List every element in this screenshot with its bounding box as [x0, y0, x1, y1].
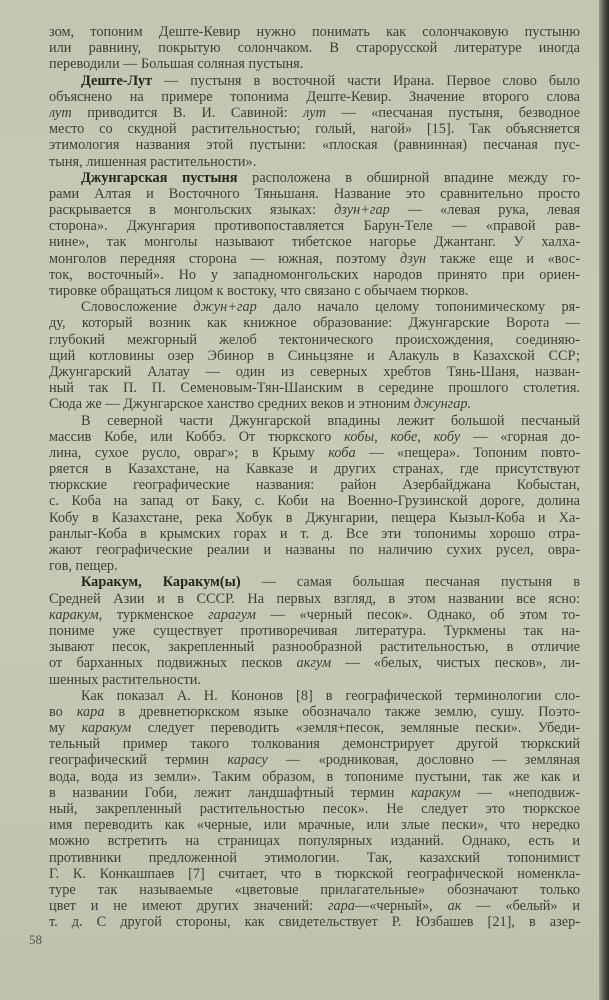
- text-line: [49, 137, 580, 153]
- text-run: — самая большая песчаная пустыня в: [240, 574, 580, 591]
- text-line: [49, 413, 580, 429]
- italic-term: ак: [447, 898, 462, 915]
- text-line: [49, 801, 580, 817]
- text-line: [49, 24, 580, 40]
- text-run: нине», так монголы называют тибетское нагорье Джантанг. У халха-: [49, 234, 580, 251]
- text-run: щий котловины озер Эбинор в Синьцзяне и Алакуль в Казахской ССР;: [49, 347, 580, 364]
- italic-term: коба: [328, 444, 356, 461]
- text-line: [49, 510, 580, 526]
- text-line: [49, 493, 580, 509]
- text-line: [49, 720, 580, 736]
- text-run: — «пещера». Топоним повто-: [355, 444, 580, 461]
- text-line: [49, 251, 580, 267]
- text-line: [49, 267, 580, 283]
- italic-term: джун+гар: [193, 299, 257, 316]
- italic-term: гарагум: [208, 606, 256, 623]
- text-line: [49, 186, 580, 202]
- text-line: [49, 574, 580, 590]
- text-line: [49, 170, 580, 186]
- italic-term: каракум: [81, 720, 132, 737]
- paragraph: [49, 574, 580, 687]
- text-run: вода, вода из земли». Таким образом, в топониме пустыни, так же как и: [49, 768, 580, 785]
- text-line: [49, 348, 580, 364]
- text-run: жают географические реалии и названы по наличию сухих русел, овра-: [49, 542, 580, 558]
- text-line: [49, 704, 580, 720]
- text-line: [49, 850, 580, 866]
- text-line: [49, 688, 580, 704]
- text-run: ранлыг-Коба в крымских горах и т. д. Все эти топонимы хорошо отра-: [49, 525, 580, 542]
- text-line: [49, 315, 580, 331]
- text-line: [49, 56, 580, 72]
- bold-term: Деште-Лут: [81, 72, 153, 89]
- text-line: [49, 833, 580, 849]
- text-line: [49, 639, 580, 655]
- book-spine-shadow: [599, 0, 609, 1000]
- italic-term: карасу: [227, 752, 268, 769]
- text-line: [49, 914, 580, 930]
- text-run: — «белых, чистых песков», ли-: [331, 655, 580, 672]
- text-run: от барханных подвижных песков: [49, 655, 297, 672]
- text-line: [49, 73, 580, 89]
- text-run: туре так называемые «цветовые прилагательные» обозначают только: [49, 881, 580, 898]
- paragraph: [49, 413, 580, 575]
- italic-term: акгум: [296, 655, 332, 672]
- text-run: пониме уже существует противоречивая литература. Туркмены так на-: [49, 622, 580, 639]
- italic-term: гара: [327, 898, 355, 915]
- text-run: Словосложение: [81, 299, 194, 316]
- text-run: — пустыня в восточной части Ирана. Первое слово было: [152, 72, 580, 89]
- text-run: имя переводить как «черные, или мрачные, или злые пески», что нередко: [49, 817, 580, 834]
- text-line: [49, 40, 580, 56]
- text-run: место со скудной растительностью; голый, нагой» [15]. Так объясняется: [49, 121, 580, 138]
- text-run: Джунгарский Алатау — один из северных хребтов Тянь-Шаня, назван-: [49, 363, 580, 380]
- text-run: географический термин: [49, 752, 228, 769]
- text-line: [49, 218, 580, 234]
- text-run: в названии Гоби, лежит ландшафтный термин: [49, 784, 411, 801]
- text-run: Г. К. Конкашпаев [7] считает, что в тюркской географической номенкла-: [49, 865, 580, 882]
- text-line: [49, 234, 580, 250]
- text-line: [49, 202, 580, 218]
- text-run: можно встретить на страницах популярных изданий. Однако, есть и: [49, 833, 580, 850]
- text-run: рами Алтая и Восточного Тяньшаня. Название это сравнительно просто: [49, 185, 580, 202]
- text-line: [49, 364, 580, 380]
- text-run: приводится В. И. Савиной:: [71, 104, 304, 121]
- page-text: [49, 24, 580, 931]
- text-run: дало начало целому топонимическому ря-: [256, 299, 580, 316]
- text-line: [49, 477, 580, 493]
- italic-term: лут: [49, 104, 72, 121]
- paragraph: [49, 170, 580, 300]
- text-run: противники предложенной этимологии. Так, казахский топонимист: [49, 849, 580, 866]
- text-run: переводили — Большая соляная пустыня.: [49, 56, 304, 73]
- bold-term: Каракум, Каракум(ы): [81, 574, 241, 591]
- text-run: ряется в Казахстане, на Кавказе и других странах, где присутствуют: [49, 461, 580, 478]
- text-run: зывают песок, закрепленный разнообразной растительностью, в отличие: [49, 639, 580, 656]
- text-run: т. д. С другой стороны, как свидетельствует Р. Юзбашев [21], в азер-: [49, 914, 580, 931]
- text-run: монголов передняя сторона — южная, поэтому: [49, 250, 400, 267]
- italic-term: лут: [303, 104, 326, 121]
- text-run: цвет и не имеют других значений:: [49, 898, 328, 915]
- text-run: гов, пещер.: [49, 558, 118, 575]
- text-line: [49, 154, 580, 170]
- text-line: [49, 283, 580, 299]
- text-run: ток, восточный». Но у западномонгольских народов принято при ориен-: [49, 266, 580, 283]
- text-line: [49, 396, 580, 412]
- text-line: [49, 89, 580, 105]
- text-run: также еще и «вос-: [426, 250, 580, 267]
- text-line: [49, 623, 580, 639]
- text-run: шенных растительности.: [49, 671, 201, 688]
- text-run: расположена в обширной впадине между го-: [237, 169, 580, 186]
- text-line: [49, 769, 580, 785]
- text-run: ный, закрепленный растительностью песок». Не следует это тюркское: [49, 801, 580, 817]
- text-line: [49, 785, 580, 801]
- text-run: следует переводить «земля+песок, земляные пески». Убеди-: [131, 720, 580, 737]
- text-run: — «неподвиж-: [460, 784, 580, 801]
- text-run: — «песчаная пустыня, безводное: [325, 104, 580, 121]
- text-line: [49, 607, 580, 623]
- text-run: — «левая рука, левая: [389, 202, 580, 219]
- paragraph: [49, 299, 580, 412]
- italic-term: каракум: [411, 784, 461, 801]
- text-line: [49, 882, 580, 898]
- text-line: [49, 461, 580, 477]
- text-run: с. Коба на запад от Баку, с. Коби на Военно-Грузинской дороге, долина: [49, 493, 580, 510]
- text-line: [49, 866, 580, 882]
- text-run: во: [49, 703, 77, 720]
- text-run: тировке обращаться лицом к востоку, что связано с обычаем тюрков.: [49, 283, 469, 299]
- text-line: [49, 105, 580, 121]
- text-line: [49, 655, 580, 671]
- text-line: [49, 817, 580, 833]
- text-run: Кобу в Казахстане, река Хобук в Джунгарии, пещера Кызыл-Коба и Ха-: [49, 509, 580, 526]
- italic-term: дзун+гар: [334, 202, 390, 219]
- text-run: — «белый» и: [461, 898, 580, 915]
- text-run: ный так П. П. Семеновым-Тян-Шанским в середине прошлого столетия.: [49, 380, 580, 397]
- text-run: му: [49, 720, 82, 737]
- text-line: [49, 526, 580, 542]
- text-run: — «черный песок». Однако, об этом то-: [255, 606, 580, 623]
- italic-term: каракум: [49, 606, 99, 623]
- italic-term: джунгар.: [413, 396, 472, 413]
- text-line: [49, 672, 580, 688]
- text-line: [49, 299, 580, 315]
- text-run: —«черный»,: [354, 898, 448, 915]
- text-line: [49, 332, 580, 348]
- text-line: [49, 445, 580, 461]
- text-line: [49, 542, 580, 558]
- text-run: раскрывается в монгольских языках:: [49, 202, 335, 219]
- italic-term: дзун: [399, 250, 427, 267]
- text-run: тельный пример такого толкования демонстрирует другой тюркский: [49, 736, 580, 753]
- text-line: [49, 380, 580, 396]
- text-run: ду, который возник как книжное образование: Джунгарские Ворота —: [49, 315, 580, 332]
- paragraph: [49, 688, 580, 931]
- text-run: сторона». Джунгария противопоставляется Барун-Теле — «правой рав-: [49, 218, 580, 235]
- text-line: [49, 736, 580, 752]
- text-run: или равнину, покрытую солончаком. В старорусской литературе иногда: [49, 40, 580, 57]
- text-run: В северной части Джунгарской впадины лежит большой песчаный: [81, 412, 580, 429]
- text-run: в древнетюркском языке обозначало также землю, сушу. Поэто-: [104, 703, 580, 720]
- text-run: Сюда же — Джунгарское ханство средних веков и этноним: [49, 396, 414, 413]
- text-line: [49, 429, 580, 445]
- text-run: , туркменское: [98, 606, 209, 623]
- italic-term: кара: [76, 703, 105, 720]
- text-run: лина, сухое русло, овраг»; в Крыму: [49, 444, 329, 461]
- text-run: этимология названия этой пустыни: «плоская (равнинная) песчаная пус-: [49, 137, 580, 154]
- text-line: [49, 558, 580, 574]
- text-run: глубокий межгорный желоб тектонического происхождения, соединяю-: [49, 331, 580, 348]
- paragraph: [49, 73, 580, 170]
- text-run: зом, топоним Деште-Кевир нужно понимать как солончаковую пустыню: [49, 24, 580, 40]
- paragraph: [49, 24, 580, 73]
- text-line: [49, 591, 580, 607]
- text-run: массив Кобе, или Коббэ. От тюркского: [49, 428, 345, 445]
- text-run: Средней Азии и в СССР. На первых взгляд, в этом названии все ясно:: [49, 590, 580, 607]
- text-run: тюркские географические названия: район Азербайджана Кобыстан,: [49, 477, 580, 494]
- text-run: — «родниковая, дословно — земляная: [267, 752, 580, 769]
- bold-term: Джунгарская пустыня: [81, 169, 238, 186]
- text-run: объяснено на примере топонима Деште-Кевир. Значение второго слова: [49, 88, 580, 105]
- page-number: 58: [29, 932, 42, 947]
- text-run: — «горная до-: [460, 428, 580, 445]
- text-line: [49, 121, 580, 137]
- text-line: [49, 752, 580, 768]
- text-run: Как показал А. Н. Кононов [8] в географической терминологии сло-: [81, 687, 580, 704]
- italic-term: кобы, кобе, кобу: [344, 428, 461, 445]
- text-run: тыня, лишенная растительности».: [49, 153, 257, 170]
- text-line: [49, 898, 580, 914]
